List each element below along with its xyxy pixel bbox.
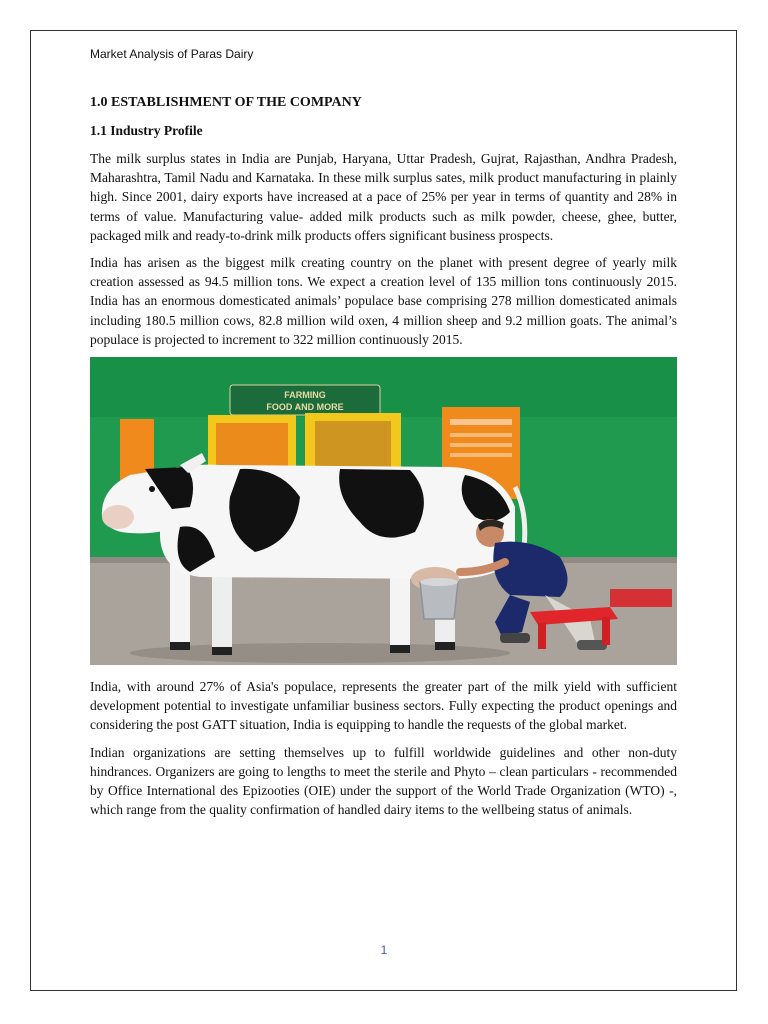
banner-line-1: FARMING	[284, 390, 326, 401]
document-body	[90, 93, 677, 827]
cow-milking-photo	[90, 357, 677, 665]
paragraph-1: The milk surplus states in India are Punjab, Haryana, Uttar Pradesh, Gujrat, Rajasthan, Andhra Pradesh, Maharashtra, Tamil Nadu and Karnataka. In these milk surplus sates, milk product manufacturing in plainly high. Since 2001, dairy exports have increased at a pace of 25% per year in terms of quantity and 28% in terms of value. Manufacturing value- added milk products such as milk powder, cheese, ghee, butter, packaged milk and ready-to-drink milk products offers significant business prospects.	[90, 151, 677, 243]
banner-line-2: FOOD AND MORE	[266, 402, 344, 413]
paragraph-4: Indian organizations are setting themselves up to fulfill worldwide guidelines and other non-duty hindrances. Organizers are going to lengths to meet the sterile and Phyto – clean particulars - recommended by Office International des Epizooties (OIE) under the support of the World Trade Organization (WTO) -, which range from the quality confirmation of handled dairy items to the wellbeing status of animals.	[90, 744, 677, 818]
paragraph-2: India has arisen as the biggest milk creating country on the planet with present degree of yearly milk creation assessed as 94.5 million tons. We expect a creation level of 135 million tons continuously 2015. India has an enormous domesticated animals’ populace base comprising 278 million domesticated animals including 180.5 million cows, 82.8 million wild oxen, 4 million sheep and 9.2 million goats. The animal’s populace is projected to increment to 322 million continuously 2015.	[90, 255, 677, 347]
page-number: 1	[380, 943, 388, 957]
subsection-heading: 1.1 Industry Profile	[90, 123, 203, 138]
running-header: Market Analysis of Paras Dairy	[90, 47, 254, 61]
paragraph-3: India, with around 27% of Asia's populace, represents the greater part of the milk yield with sufficient development potential to investigate unfamiliar business sectors. Fully expecting the product openings and considering the post GATT situation, India is equipping to handle the requests of the global market.	[90, 679, 677, 733]
section-heading: 1.0 ESTABLISHMENT OF THE COMPANY	[90, 95, 362, 110]
